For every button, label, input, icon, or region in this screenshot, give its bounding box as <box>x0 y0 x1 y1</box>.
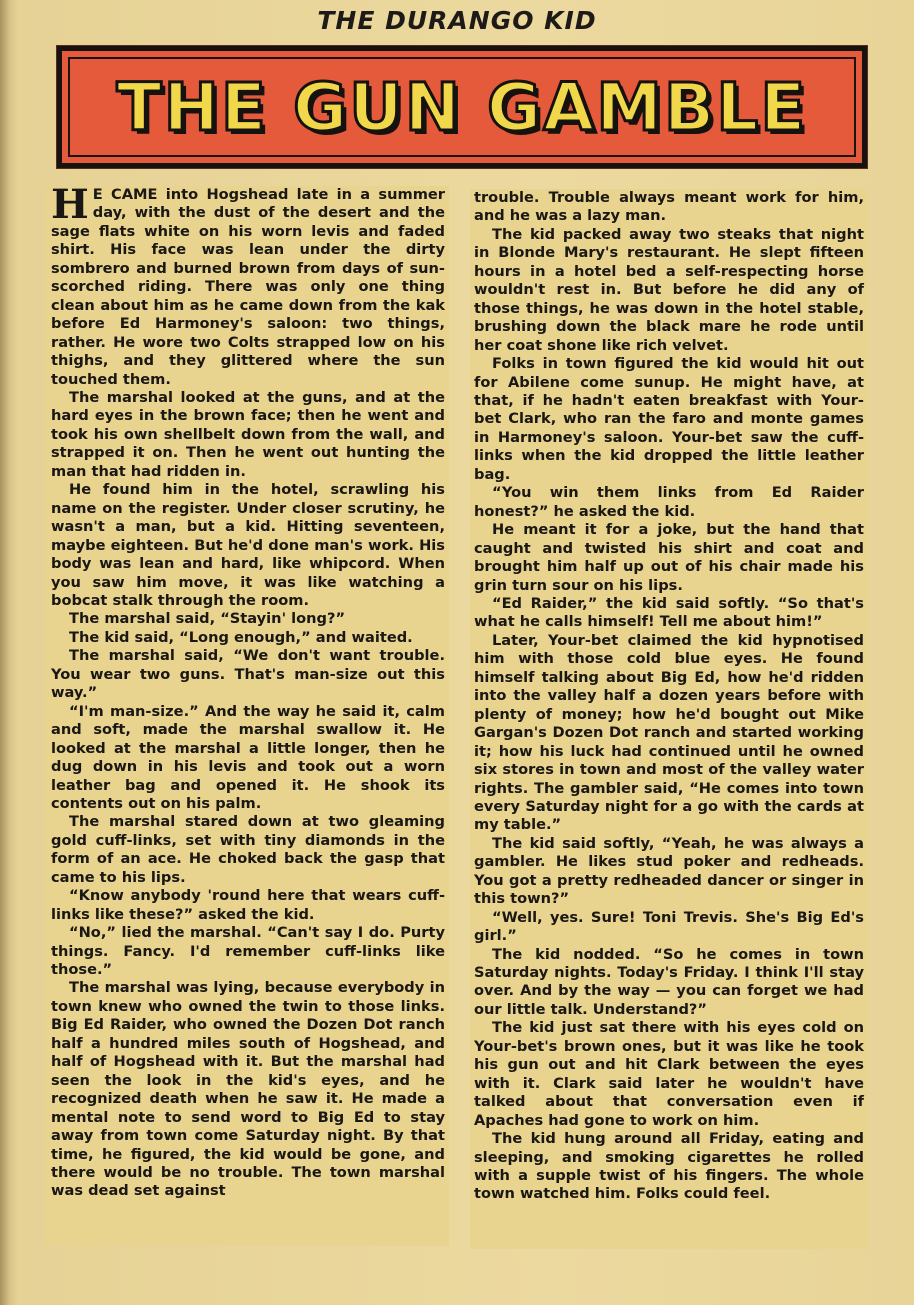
paragraph: The marshal was lying, because everybody in town knew who owned the twin to those links. Big Ed Raider, who owned the Dozen Dot ranch half a hundred miles south of Hogshead, and half of Hogshead with it. But the marshal had seen the look in the kid's eyes, and he recognized death when he saw it. He made a mental note to send word to Big Ed to stay away from town come Saturday night. By that time, he figured, the kid would be gone, and there would be no trouble. The town marshal was dead set against <box>51 979 445 1200</box>
paragraph: “Know anybody 'round here that wears cuff-links like these?” asked the kid. <box>51 887 445 923</box>
paragraph: The marshal said, “Stayin' long?” <box>69 610 346 628</box>
paragraph: He meant it for a joke, but the hand that caught and twisted his shirt and coat and brought him half up out of his chair made his grin turn sour on his lips. <box>474 521 864 594</box>
drop-cap: H <box>51 186 89 228</box>
paragraph: The marshal said, “We don't want trouble. You wear two guns. That's man-size out this way.” <box>51 647 445 702</box>
paragraph: Later, Your-bet claimed the kid hypnotised him with those cold blue eyes. He found himself talking about Big Ed, how he'd ridden into the valley half a dozen years before with plenty of money; how he'd bought out Mike Gargan's Dozen Dot ranch and started working it; how his luck had continued until he owned six stores in town and most of the valley water rights. The gambler said, “He comes into town every Saturday night for a go with the cards at my table.” <box>474 631 864 834</box>
story-title-banner <box>57 46 867 168</box>
paragraph: “Well, yes. Sure! Toni Trevis. She's Big Ed's girl.” <box>474 908 864 945</box>
series-title: THE DURANGO KID <box>317 6 597 35</box>
text-column-right <box>470 189 868 1249</box>
page-edge <box>0 0 10 1305</box>
paragraph: “I'm man-size.” And the way he said it, calm and soft, made the marshal swallow it. He looked at the marshal a little longer, then he dug down in his levis and took out a worn leather bag and opened it. He shook its contents out on his palm. <box>51 702 445 812</box>
story-title: THE GUN GAMBLE <box>116 68 808 146</box>
paragraph: “Ed Raider,” the kid said softly. “So that's what he calls himself! Tell me about him!” <box>474 594 864 631</box>
paragraph: Folks in town figured the kid would hit out for Abilene come sunup. He might have, at that, if he hadn't eaten breakfast with Your-bet Clark, who ran the faro and monte games in Harmoney's saloon. Your-bet saw the cuff-links when the kid dropped the little leather bag. <box>474 355 864 483</box>
paragraph: He found him in the hotel, scrawling his name on the register. Under closer scrutiny, he wasn't a man, but a kid. Hitting seventeen, maybe eighteen. But he'd done man's work. His body was lean and hard, like whipcord. When you saw him move, it was like watching a bobcat stalk through the room. <box>51 481 445 609</box>
paragraph: The kid hung around all Friday, eating and sleeping, and smoking cigarettes he rolled with a supple twist of his fingers. The whole town watched him. Folks could feel. <box>474 1130 864 1203</box>
paragraph: The kid packed away two steaks that night in Blonde Mary's restaurant. He slept fifteen hours in a hotel bed a self-respecting horse wouldn't rest in. But before he did any of those things, he was down in the hotel stable, brushing down the black mare he rode until her coat shone like rich velvet. <box>474 225 864 354</box>
paragraph: “No,” lied the marshal. “Can't say I do. Purty things. Fancy. I'd remember cuff-links like those.” <box>51 924 445 979</box>
paragraph: The marshal stared down at two gleaming gold cuff-links, set with tiny diamonds in the form of an ace. He choked back the gasp that came to his lips. <box>51 813 445 886</box>
paragraph: The kid nodded. “So he comes in town Saturday nights. Today's Friday. I think I'll stay over. And by the way — you can forget we had our little talk. Understand?” <box>474 945 864 1018</box>
paragraph: The kid said, “Long enough,” and waited. <box>69 628 413 646</box>
paragraph: The kid said softly, “Yeah, he was always a gambler. He likes stud poker and redheads. You got a pretty redheaded dancer or singer in this town?” <box>474 834 864 908</box>
paragraph: H E CAME into Hogshead late in a summer day, with the dust of the desert and the sage flats white on his worn levis and faded shirt. His face was lean under the dirty sombrero and burned brown from days of sun-scorched riding. There was only one thing clean about him as he came down from the kak before Ed Harmoney's saloon: two things, rather. He wore two Colts strapped low on his thighs, and they glittered where the sun touched them. <box>51 186 445 388</box>
text-column-left <box>45 186 449 1246</box>
paragraph: The marshal looked at the guns, and at the hard eyes in the brown face; then he went and took his own shellbelt down from the wall, and strapped it on. Then he went out hunting the man that had ridden in. <box>51 388 445 480</box>
paragraph: trouble. Trouble always meant work for him, and he was a lazy man. <box>474 189 864 225</box>
paragraph: The kid just sat there with his eyes cold on Your-bet's brown ones, but it was like he took his gun out and hit Clark between the eyes with it. Clark said later he wouldn't have talked about that conversation even if Apaches had gone to work on him. <box>474 1019 864 1129</box>
paragraph: “You win them links from Ed Raider honest?” he asked the kid. <box>474 484 864 520</box>
